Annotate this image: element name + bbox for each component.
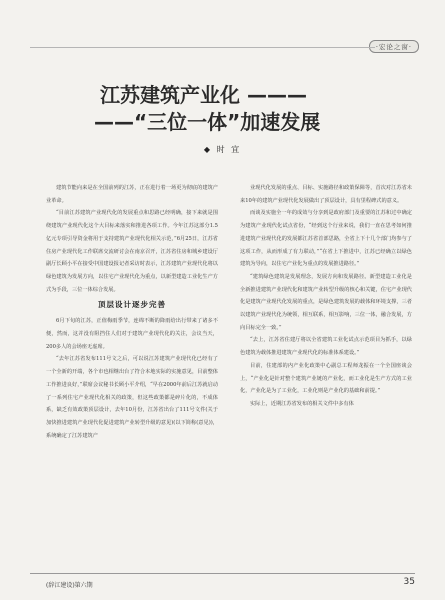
author-byline: ◆ 时 宜 [203,145,242,154]
section-heading: 顶层设计逐步完善 [98,300,166,310]
paragraph: “建筑绿色建筑是发展理念，发展方向和发展路径。新型建造工业化是全新推进建筑产业现代化和建筑产业转型升级的核心和关键，住宅产业现代化是建筑产业现代化发展的重点，是绿色建筑发展的载体和环境支撑，三者以建筑产业现代化为统领，相互联系，相互影响，三位一体，融合发展，方向目标完全一致。” [240,273,412,331]
page-number: 35 [403,577,415,587]
footer-rule [30,573,415,574]
left-column [46,182,218,442]
paragraph: “目前江苏建筑产业现代化的发展重点和思路已经明确，接下来就是围绕建筑产业现代化这个大目标来落实和推进各项工作。今年江苏这部分1.5亿元专项引导资金将用于支持建筑产业现代化相关示范，”6月25日，江苏省住房产业现代化工作联席交流研讨会在南京召开，江苏省住房和城乡建设厅副厅长顾小平在接受中国建设报记者采访时表示，江苏建筑产业现代化将以绿色建筑为发展方向，以住宅产业现代化为重点，以新型建造工业化生产方式为手段，三位一体综合发展。 [46,210,218,293]
article-title-line2: ——“三位一体”加速发展 [94,110,321,134]
right-column [240,182,412,411]
paragraph: 目前，住建部的内产业化政策中心副总工程师龙振在一个全国座谈会上，“产业化是针对整个建筑产业链的产业化，而工业化是生产方式的工业化，产业化是为了工业化，工业化则是产业化的基础和前提。” [240,362,412,395]
article-title-line1: 江苏建筑产业化 ——— [100,83,307,107]
section-tag: ·宏论之窗· [369,40,419,53]
paragraph: 6月下旬的江苏，正值梅雨季节，连绵不断的降雨给出行带来了诸多不便，然而，这并没有阻挡住人们对于建筑产业现代化的关注，会议当天，200多人的会场座无虚席。 [46,318,218,350]
header-rule [30,47,375,48]
paragraph: 实际上，近期江苏省发布的相关文件中多有体 [250,400,354,407]
paragraph: 建筑节能向来是在全国前列的江苏，正在进行着一场更为彻底的建筑产业革命。 [46,185,218,204]
journal-issue: (辞江建设)第六期 [46,582,93,589]
paragraph: “去年江苏省发布111号文之后，可以说江苏建筑产业现代化已经有了一个全新的开端，各个市也相继出台了符合本地实际的实施意见，目前整体工作推进良好，”联席会议秘书长顾小平介绍，“早在2000年前后江苏就启动了一系列住宅产业现代化相关的政策，但这些政策都是碎片化的，不成体系，缺乏有效政策顶层设计，去年10月份，江苏省出台了111号文件(关于加快推进建筑产业现代化促进建筑产业转型升级的意见)(以下简称(意见))，系统确定了江苏建筑产 [46,356,218,439]
paragraph: 业现代化发展的重点、目标、实施路径和政策保障等，首次对江苏省未来10年的建筑产业现代化发展做出了顶层设计，具有里程碑式的意义。 [240,185,412,204]
paragraph: 而谈及实施全一年的成效与分享到是政府部门及重要的江苏和过中确定为建筑产业现代化试点省份，“经到这个行业来说，我们一直在思考如何推进建筑产业现代化的发展都江苏省首部思路，全省上下十几个部门均参与了这项工作，从而形成了有力联动，”“在省上下推进中，江苏已经确立以绿色建筑为导向，以住宅产业化为重点的发展推进路径。” [240,210,412,268]
paragraph: “去上，江苏省住建厅将以全省建筑工业化试点示范项目为抓手，以绿色建筑为载体推进建筑产业现代化的标准体系建设。” [240,337,412,357]
